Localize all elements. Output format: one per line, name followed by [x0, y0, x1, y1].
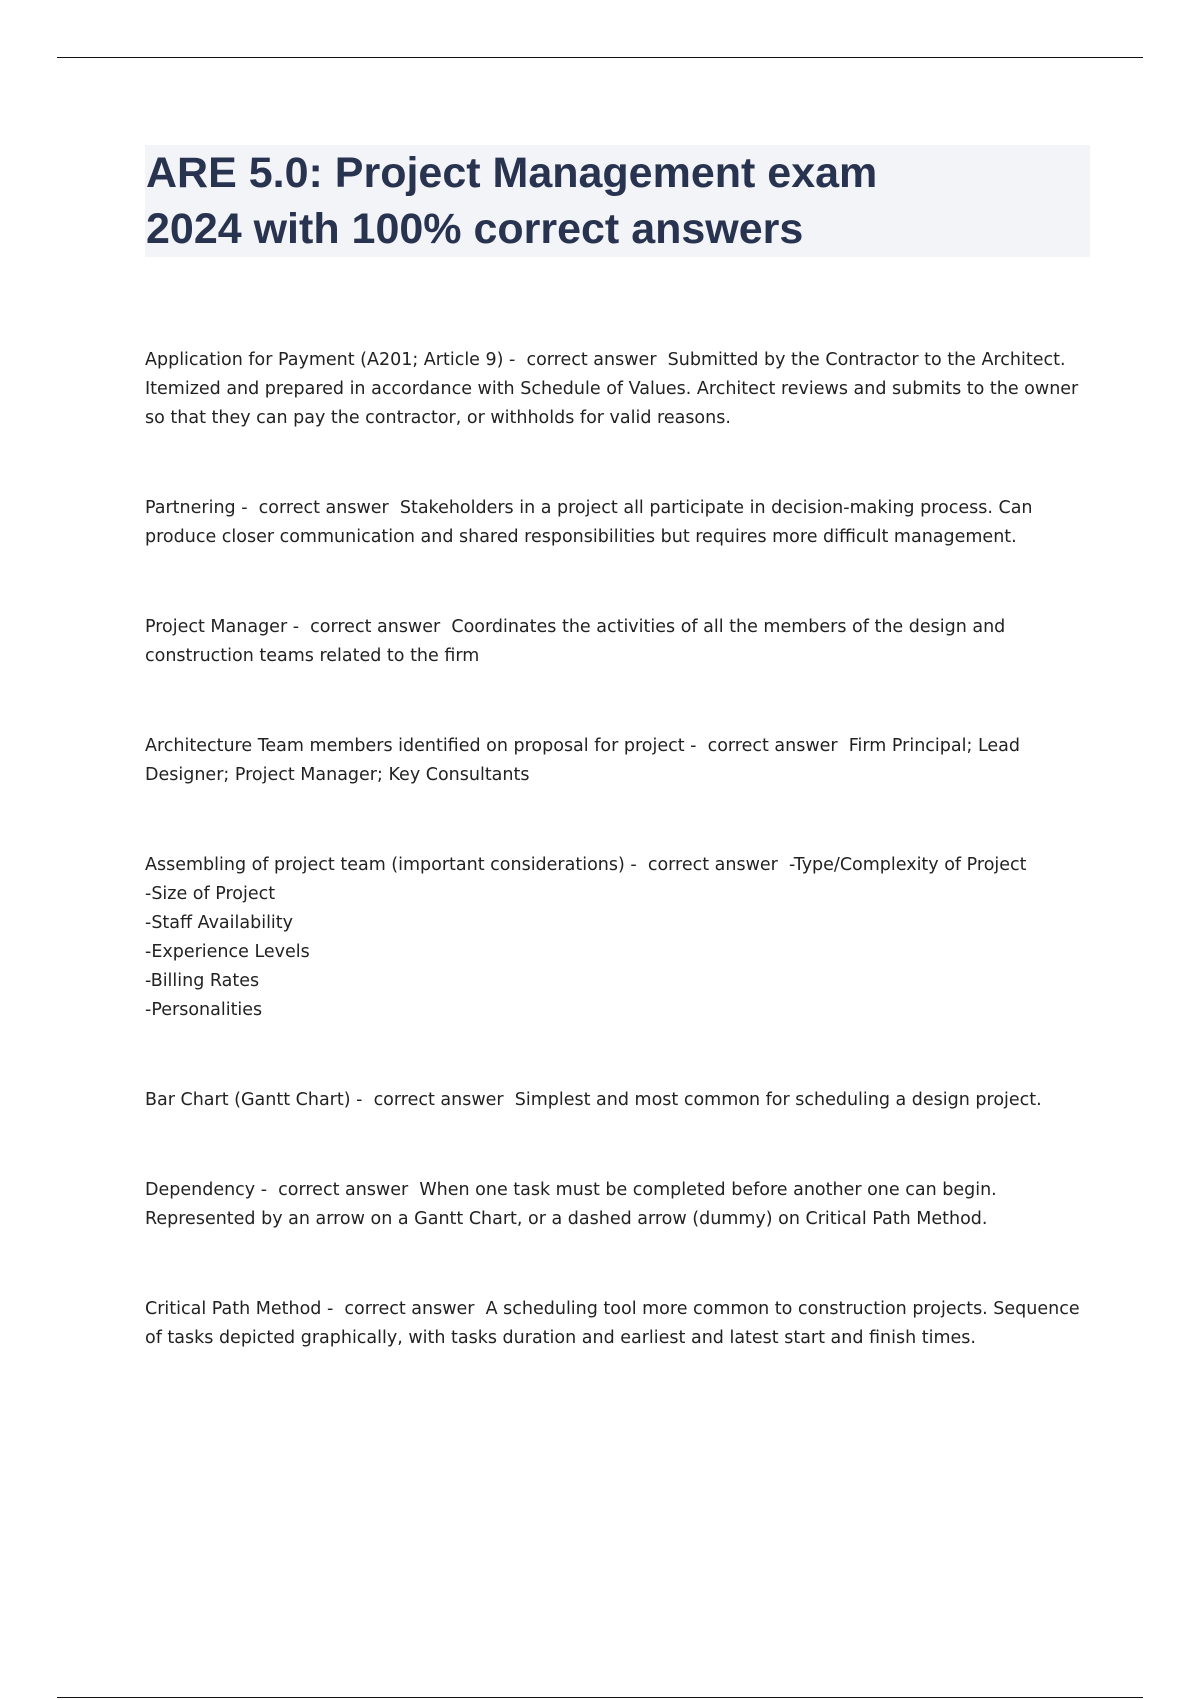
- list-item: -Staff Availability: [145, 913, 294, 933]
- entry-definition: Coordinates the activities of all the members of the design and construction teams related to the firm: [145, 617, 1006, 666]
- entry-text: [145, 494, 1090, 552]
- entry-separator: - correct answer: [321, 1299, 486, 1319]
- entry-separator: - correct answer: [684, 736, 849, 756]
- entry-definition: Firm Principal; Lead Designer; Project Manager; Key Consultants: [145, 736, 1020, 785]
- entry-term: Critical Path Method: [145, 1299, 322, 1319]
- entry-definition: When one task must be completed before another one can begin. Represented by an arrow on a Gantt Chart, or a dashed arrow (dummy) on Critical Path Method.: [145, 1180, 997, 1229]
- list-item: -Personalities: [145, 1000, 263, 1020]
- entry-text: [145, 1176, 1090, 1234]
- bottom-rule: [57, 1697, 1143, 1698]
- top-rule: [57, 57, 1143, 58]
- entry-text: [145, 1295, 1090, 1353]
- flashcard-entry: [145, 1295, 1090, 1353]
- entry-separator: - correct answer: [350, 1090, 515, 1110]
- entry-text: [145, 346, 1090, 433]
- list-item: -Billing Rates: [145, 971, 260, 991]
- flashcard-entry: [145, 732, 1090, 790]
- flashcard-entry: [145, 851, 1090, 1025]
- list-item: -Experience Levels: [145, 942, 310, 962]
- title-line-2: 2024 with 100% correct answers: [146, 205, 804, 253]
- flashcard-entry: [145, 1086, 1090, 1115]
- entry-text: [145, 851, 1090, 880]
- entry-separator: - correct answer: [255, 1180, 420, 1200]
- list-item: -Size of Project: [145, 884, 276, 904]
- entry-definition: -Type/Complexity of Project: [789, 855, 1027, 875]
- flashcard-entry: [145, 613, 1090, 671]
- entry-definition: Stakeholders in a project all participate in decision-making process. Can produce closer communication and shared responsibilities but requires more difficult management.: [145, 498, 1033, 547]
- flashcard-list: [145, 346, 1090, 1414]
- entry-text: [145, 1086, 1090, 1115]
- entry-term: Application for Payment (A201; Article 9): [145, 350, 504, 370]
- entry-term: Project Manager: [145, 617, 288, 637]
- flashcard-entry: [145, 346, 1090, 433]
- entry-text: [145, 732, 1090, 790]
- document-title: [146, 145, 1086, 257]
- entry-separator: - correct answer: [503, 350, 668, 370]
- entry-term: Dependency: [145, 1180, 256, 1200]
- entry-separator: - correct answer: [624, 855, 790, 875]
- entry-separator: - correct answer: [287, 617, 452, 637]
- entry-term: Assembling of project team (important considerations): [145, 855, 625, 875]
- entry-text: [145, 613, 1090, 671]
- entry-term: Bar Chart (Gantt Chart): [145, 1090, 351, 1110]
- flashcard-entry: [145, 1176, 1090, 1234]
- title-line-1: ARE 5.0: Project Management exam: [146, 149, 878, 197]
- entry-term: Architecture Team members identified on proposal for project: [145, 736, 685, 756]
- entry-definition: Submitted by the Contractor to the Architect. Itemized and prepared in accordance with Schedule of Values. Architect reviews and submits to the owner so that they can pay the contractor, or withholds for valid reasons.: [145, 350, 1079, 428]
- entry-term: Partnering: [145, 498, 236, 518]
- entry-definition: A scheduling tool more common to construction projects. Sequence of tasks depicted graphically, with tasks duration and earliest and latest start and finish times.: [145, 1299, 1080, 1348]
- flashcard-entry: [145, 494, 1090, 552]
- entry-separator: - correct answer: [235, 498, 400, 518]
- entry-definition: Simplest and most common for scheduling a design project.: [514, 1090, 1042, 1110]
